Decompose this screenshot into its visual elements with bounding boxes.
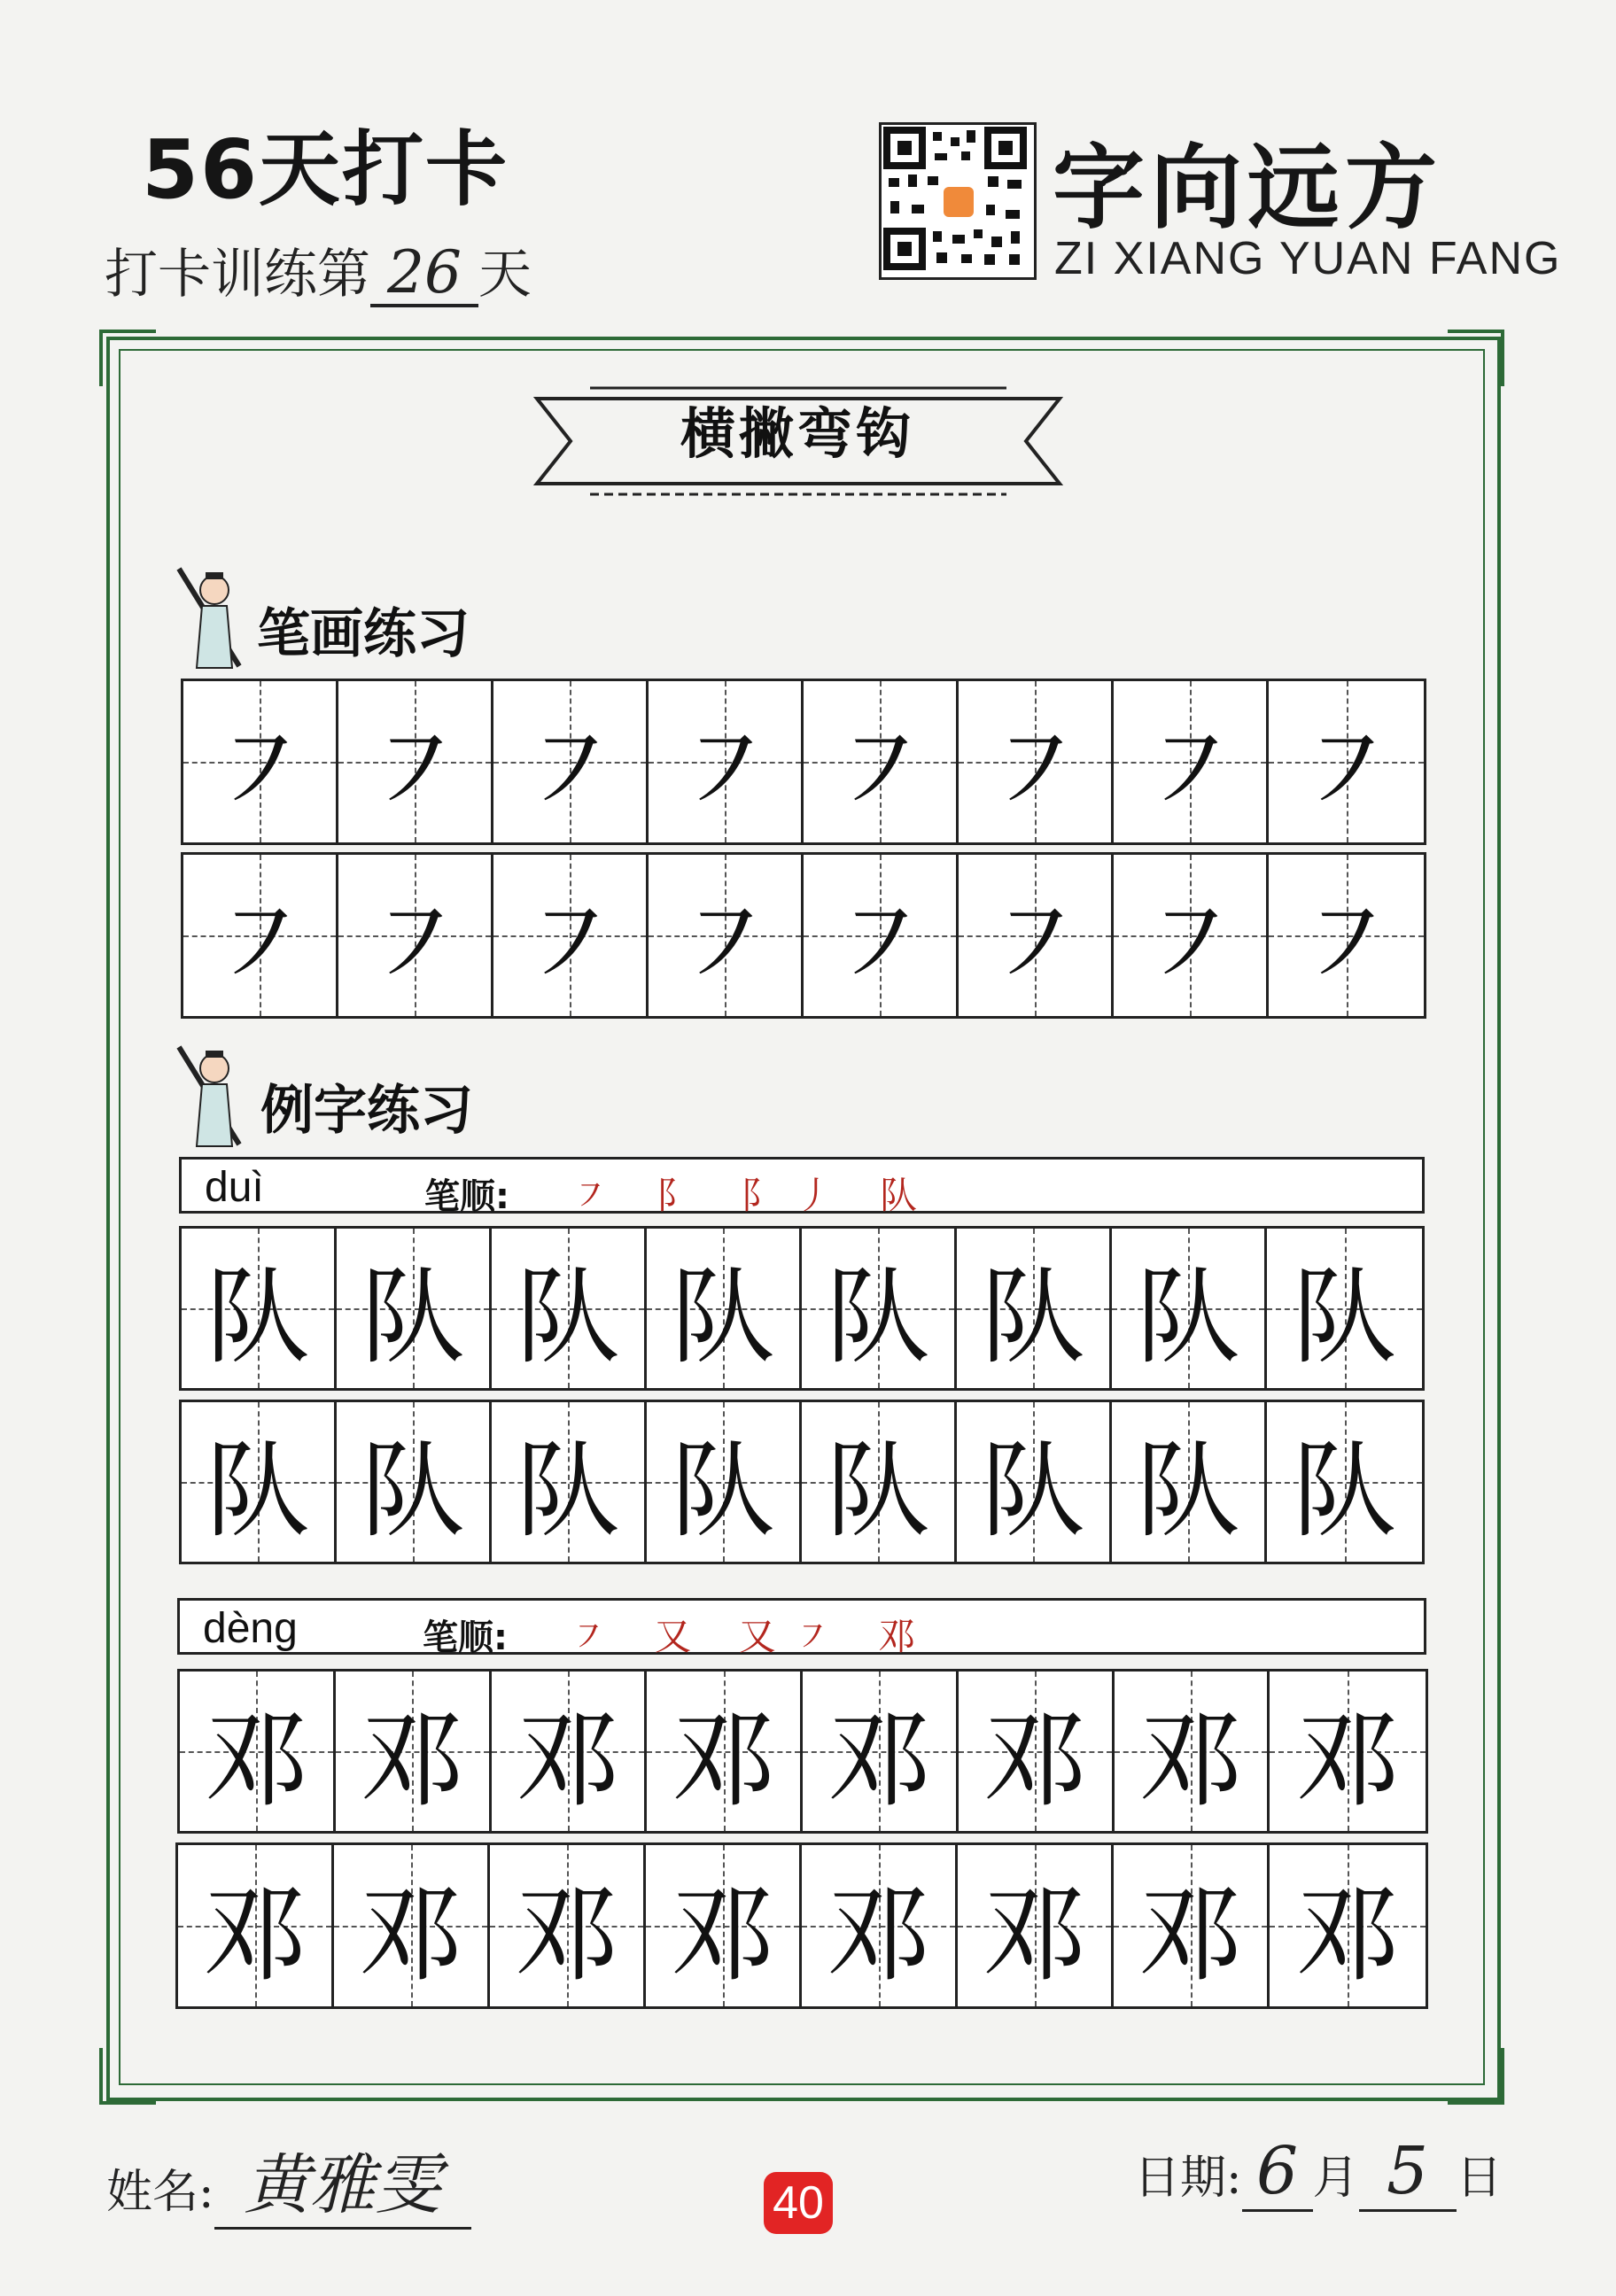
brand-subtitle: ZI XIANG YUAN FANG bbox=[1054, 233, 1562, 284]
month-label: 月 bbox=[1312, 2152, 1359, 2205]
practice-cell[interactable]: 邓 bbox=[490, 1845, 646, 2006]
practice-cell[interactable]: 队 bbox=[1112, 1229, 1267, 1388]
stroke-order-label: 笔顺: bbox=[424, 1176, 509, 1217]
scholar-mascot-icon bbox=[175, 1042, 246, 1157]
stroke-name: 横撇弯钩 bbox=[680, 401, 914, 466]
practice-cell[interactable]: 队 bbox=[492, 1402, 647, 1562]
practice-cell[interactable]: 邓 bbox=[1270, 1845, 1426, 2006]
practice-cell[interactable]: 队 bbox=[337, 1402, 492, 1562]
stroke-grid-row-2 bbox=[181, 852, 1426, 1019]
practice-cell[interactable]: ㇇ bbox=[493, 855, 649, 1016]
practice-cell[interactable]: 队 bbox=[802, 1229, 957, 1388]
practice-cell[interactable]: 队 bbox=[492, 1229, 647, 1388]
practice-cell[interactable]: 队 bbox=[1267, 1402, 1422, 1562]
practice-cell[interactable]: 邓 bbox=[802, 1845, 958, 2006]
practice-cell[interactable]: 邓 bbox=[178, 1845, 334, 2006]
practice-cell[interactable]: ㇇ bbox=[338, 855, 493, 1016]
example-practice-heading: 例字练习 bbox=[260, 1080, 473, 1142]
char-info-bar-dui bbox=[179, 1157, 1425, 1217]
day-suffix: 天 bbox=[478, 244, 532, 306]
practice-cell[interactable]: ㇇ bbox=[338, 681, 493, 842]
practice-cell[interactable]: 队 bbox=[647, 1229, 802, 1388]
day-prefix: 打卡训练第 bbox=[105, 244, 370, 306]
date-label: 日期: bbox=[1134, 2152, 1242, 2205]
practice-cell[interactable]: 邓 bbox=[492, 1672, 648, 1831]
pinyin-label: duì bbox=[205, 1164, 264, 1211]
practice-cell[interactable]: 邓 bbox=[803, 1672, 959, 1831]
practice-cell[interactable]: 队 bbox=[957, 1402, 1112, 1562]
stroke-practice-heading: 笔画练习 bbox=[257, 603, 470, 665]
name-value: 黄雅雯 bbox=[214, 2133, 471, 2230]
practice-cell[interactable]: ㇇ bbox=[1114, 681, 1269, 842]
char-grid-dui-row-1 bbox=[179, 1226, 1425, 1391]
practice-cell[interactable]: ㇇ bbox=[1269, 681, 1424, 842]
pinyin-label: dèng bbox=[203, 1605, 298, 1652]
practice-cell[interactable]: 邓 bbox=[646, 1845, 802, 2006]
practice-cell[interactable]: 邓 bbox=[958, 1845, 1114, 2006]
practice-cell[interactable]: ㇇ bbox=[804, 855, 959, 1016]
name-field[interactable] bbox=[106, 2133, 471, 2230]
practice-cell[interactable]: 邓 bbox=[1115, 1672, 1270, 1831]
day-number: 26 bbox=[370, 244, 478, 307]
stroke-order-steps: ㇇ 阝 阝丿 队 bbox=[571, 1174, 936, 1217]
char-grid-dui-row-2 bbox=[179, 1400, 1425, 1564]
practice-cell[interactable]: ㇇ bbox=[1114, 855, 1269, 1016]
practice-cell[interactable]: 队 bbox=[957, 1229, 1112, 1388]
name-label: 姓名: bbox=[106, 2166, 214, 2219]
practice-cell[interactable]: 队 bbox=[182, 1402, 337, 1562]
qr-code-icon bbox=[879, 122, 1037, 280]
practice-cell[interactable]: ㇇ bbox=[959, 855, 1114, 1016]
practice-cell[interactable]: ㇇ bbox=[649, 681, 804, 842]
practice-cell[interactable]: 队 bbox=[1112, 1402, 1267, 1562]
corner-ornament-bottom-left bbox=[99, 2048, 156, 2105]
practice-cell[interactable]: 队 bbox=[1267, 1229, 1422, 1388]
stroke-order-steps: ㇇ 又 又㇇ 邓 bbox=[570, 1615, 934, 1658]
practice-cell[interactable]: 邓 bbox=[647, 1672, 803, 1831]
practice-cell[interactable]: ㇇ bbox=[649, 855, 804, 1016]
char-grid-deng-row-2 bbox=[175, 1842, 1428, 2009]
practice-cell[interactable]: ㇇ bbox=[183, 855, 338, 1016]
practice-cell[interactable]: 邓 bbox=[959, 1672, 1115, 1831]
page-title: 56天打卡 bbox=[142, 122, 509, 217]
corner-ornament-top-left bbox=[99, 330, 156, 386]
page-number-badge: 40 bbox=[764, 2172, 833, 2234]
scholar-mascot-icon bbox=[175, 563, 246, 679]
practice-cell[interactable]: 队 bbox=[337, 1229, 492, 1388]
corner-ornament-top-right bbox=[1448, 330, 1504, 386]
day-label: 日 bbox=[1456, 2152, 1503, 2205]
date-field[interactable] bbox=[1134, 2133, 1503, 2212]
practice-cell[interactable]: ㇇ bbox=[493, 681, 649, 842]
practice-cell[interactable]: ㇇ bbox=[1269, 855, 1424, 1016]
char-info-bar-deng bbox=[177, 1598, 1426, 1658]
practice-cell[interactable]: 邓 bbox=[180, 1672, 336, 1831]
practice-cell[interactable]: 邓 bbox=[334, 1845, 490, 2006]
practice-cell[interactable]: 邓 bbox=[1270, 1672, 1426, 1831]
practice-cell[interactable]: 邓 bbox=[1114, 1845, 1270, 2006]
day-value: 5 bbox=[1359, 2133, 1457, 2212]
char-grid-deng-row-1 bbox=[177, 1669, 1428, 1834]
practice-cell[interactable]: ㇇ bbox=[959, 681, 1114, 842]
practice-cell[interactable]: 队 bbox=[647, 1402, 802, 1562]
stroke-grid-row-1 bbox=[181, 679, 1426, 845]
corner-ornament-bottom-right bbox=[1448, 2048, 1504, 2105]
practice-cell[interactable]: ㇇ bbox=[804, 681, 959, 842]
month-value: 6 bbox=[1242, 2133, 1313, 2212]
stroke-order-label: 笔顺: bbox=[423, 1617, 508, 1658]
day-counter bbox=[105, 232, 532, 308]
practice-cell[interactable]: 队 bbox=[182, 1229, 337, 1388]
practice-cell[interactable]: 邓 bbox=[336, 1672, 492, 1831]
practice-cell[interactable]: 队 bbox=[802, 1402, 957, 1562]
practice-cell[interactable]: ㇇ bbox=[183, 681, 338, 842]
brand-name: 字向远方 bbox=[1053, 133, 1443, 242]
